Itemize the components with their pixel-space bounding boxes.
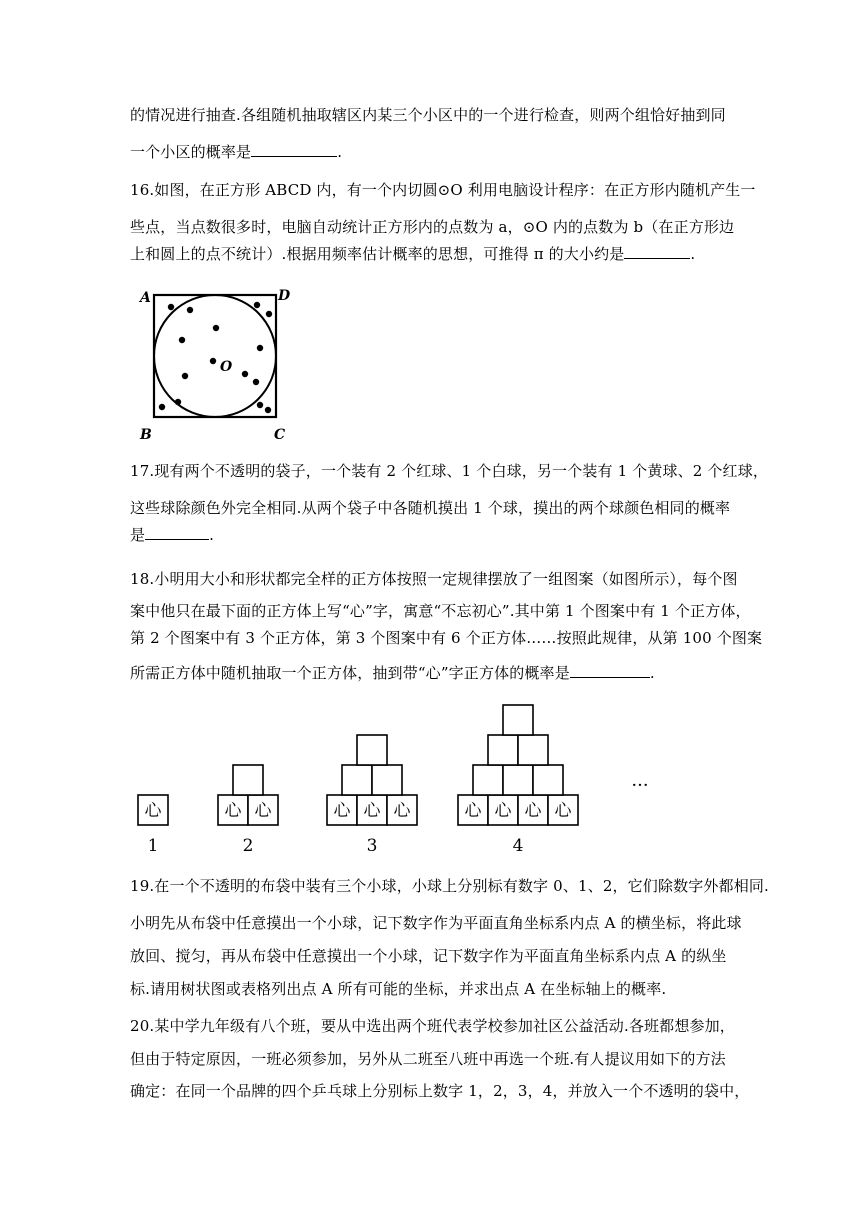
q17-line-3: [130, 524, 740, 546]
q15-text: 一个小区的概率是: [130, 143, 252, 161]
q16-answer-blank: [624, 244, 690, 259]
heart-character: 心: [554, 801, 572, 821]
plain-cube: [357, 735, 387, 765]
q16-period: .: [690, 245, 696, 263]
continuation-ellipsis: ···: [631, 775, 649, 796]
q17-answer-blank: [145, 525, 209, 540]
q18-period: .: [649, 664, 655, 682]
label-b: B: [140, 427, 152, 443]
square-circle-figure: [132, 282, 302, 444]
pattern-label-2: 2: [242, 836, 254, 856]
label-d: D: [278, 288, 291, 304]
random-dots: [159, 302, 272, 413]
q17-line-1: 17.现有两个不透明的袋子，一个装有 2 个红球、1 个白球，另一个装有 1 个黄球、2 个红球，: [130, 462, 768, 480]
q18-line-3: 第 2 个图案中有 3 个正方体，第 3 个图案中有 6 个正方体……按照此规律，从第 100 个图案: [130, 629, 763, 647]
q15-period: .: [337, 143, 343, 161]
heart-character: 心: [144, 801, 162, 821]
q15-answer-blank: [251, 142, 337, 157]
q20-line-2: 但由于特定原因，一班必须参加，另外从二班至八班中再选一个班.有人提议用如下的方法: [130, 1050, 726, 1068]
plain-cube: [503, 705, 533, 735]
heart-character: 心: [524, 801, 542, 821]
plain-cube: [473, 765, 503, 795]
q16-text: 上和圆上的点不统计）.根据用频率估计概率的思想，可推得 π 的大小约是: [130, 245, 625, 263]
pattern-label-1: 1: [147, 836, 159, 856]
heart-character: 心: [363, 801, 381, 821]
label-c: C: [274, 427, 286, 443]
q17-text: 是: [130, 526, 146, 544]
q18-text: 所需正方体中随机抽取一个正方体，抽到带“心”字正方体的概率是: [130, 664, 570, 682]
q16-line-3: [130, 243, 740, 265]
label-o: O: [220, 359, 233, 375]
heart-character: 心: [464, 801, 482, 821]
plain-cube: [342, 765, 372, 795]
heart-character: 心: [224, 801, 242, 821]
heart-character: 心: [254, 801, 272, 821]
q19-line-3: 放回、搅匀，再从布袋中任意摸出一个小球，记下数字作为平面直角坐标系内点 A 的纵坐: [130, 947, 727, 965]
plain-cube: [533, 765, 563, 795]
heart-character: 心: [494, 801, 512, 821]
heart-character: 心: [333, 801, 351, 821]
plain-cube: [372, 765, 402, 795]
plain-cube: [233, 765, 263, 795]
plain-cube: [488, 735, 518, 765]
q18-line-4: [130, 662, 740, 684]
cube-pyramid-figure: [120, 698, 680, 858]
q15-line-2: [130, 141, 740, 163]
q16-line-1: 16.如图，在正方形 ABCD 内，有一个内切圆⊙O 利用电脑设计程序：在正方形内随机产生一: [130, 181, 756, 199]
q16-line-2: 些点，当点数很多时，电脑自动统计正方形内的点数为 a，⊙O 内的点数为 b（在正方形边: [130, 218, 735, 236]
label-a: A: [140, 290, 151, 306]
pattern-label-4: 4: [512, 836, 524, 856]
q18-answer-blank: [570, 663, 650, 678]
q20-line-3: 确定：在同一个品牌的四个乒乓球上分别标上数字 1，2，3，4，并放入一个不透明的袋中，: [130, 1082, 750, 1100]
heart-character: 心: [393, 801, 411, 821]
q18-line-2: 案中他只在最下面的正方体上写“心”字，寓意“不忘初心”.其中第 1 个图案中有 1 个正方体，: [130, 602, 751, 620]
q20-line-1: 20.某中学九年级有八个班，要从中选出两个班代表学校参加社区公益活动.各班都想参加，: [130, 1017, 735, 1035]
q18-line-1: 18.小明用大小和形状都完全样的正方体按照一定规律摆放了一组图案（如图所示），每个图: [130, 570, 738, 588]
plain-cube: [503, 765, 533, 795]
q17-period: .: [209, 526, 215, 544]
plain-cube: [518, 735, 548, 765]
q19-line-4: 标.请用树状图或表格列出点 A 所有可能的坐标，并求出点 A 在坐标轴上的概率.: [130, 980, 667, 998]
q17-line-2: 这些球除颜色外完全相同.从两个袋子中各随机摸出 1 个球，摸出的两个球颜色相同的概率: [130, 499, 731, 517]
q15-line-1: 的情况进行抽查.各组随机抽取辖区内某三个小区中的一个进行检查，则两个组恰好抽到同: [130, 106, 726, 124]
q19-line-1: 19.在一个不透明的布袋中装有三个小球，小球上分别标有数字 0、1、2，它们除数字外都相同.: [130, 877, 769, 895]
pattern-label-3: 3: [366, 836, 378, 856]
q19-line-2: 小明先从布袋中任意摸出一个小球，记下数字作为平面直角坐标系内点 A 的横坐标，将此球: [130, 914, 742, 932]
